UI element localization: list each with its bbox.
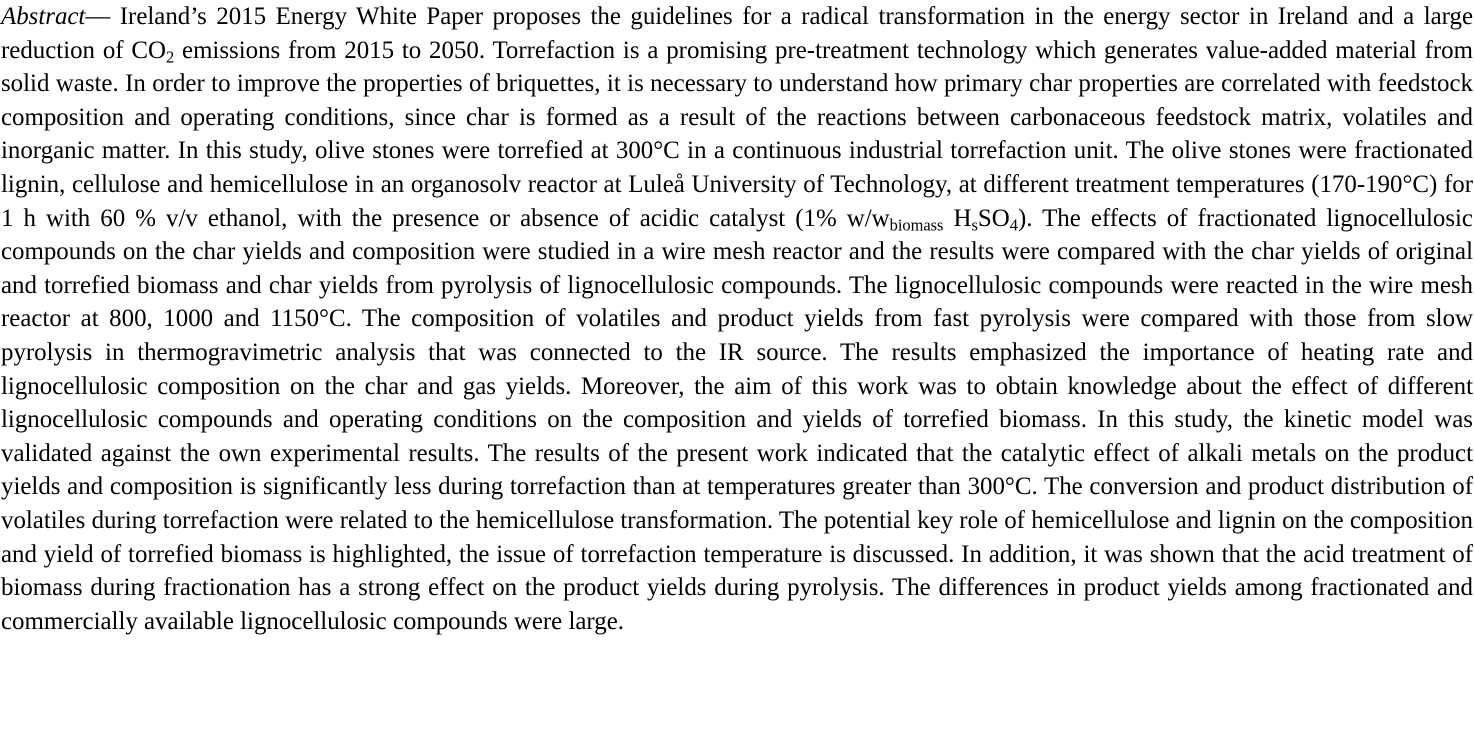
biomass-subscript: biomass (889, 215, 944, 235)
s-subscript: s (971, 215, 978, 235)
abstract-text-1: Ireland’s 2015 Energy White Paper proposes the guidelines for a radical transformation in the energy sector in Ireland and a large reduction of CO (1, 3, 1473, 64)
abstract-text-2: emissions from 2015 to 2050. Torrefaction is a promising pre-treatment technology which generates value-added material from solid waste. In order to improve the properties of briquettes, it is necessary to understand how primary char properties are correlated with feedstock composition and operating conditions, since char is formed as a result of the reactions between carbonaceous feedstock matrix, volatiles and inorganic matter. In this study, olive stones were torrefied at 300°C in a continuous industrial torrefaction unit. The olive stones were fractionated lignin, cellulose and hemicellulose in an organosolv reactor at Luleå University of Technology, at different treatment temperatures (170-190°C) for 1 h with 60 % v/v ethanol, with the presence or absence of acidic catalyst (1% w/w (1, 36, 1473, 232)
so4-subscript: 4 (1009, 215, 1018, 235)
abstract-text-4: SO (977, 204, 1010, 232)
abstract-label: Abstract (1, 3, 86, 30)
abstract-text-3: H (943, 204, 972, 232)
abstract-dash: — (85, 3, 120, 30)
co2-subscript: 2 (165, 47, 175, 67)
abstract-paragraph (1, 0, 1473, 638)
abstract-text-5: ). The effects of fractionated lignocellulosic compounds on the char yields and composition were studied in a wire mesh reactor and the results were compared with the char yields of original and torrefied biomass and char yields from pyrolysis of lignocellulosic compounds. The lignocellulosic compounds were reacted in the wire mesh reactor at 800, 1000 and 1150°C. The composition of volatiles and product yields from fast pyrolysis were compared with those from slow pyrolysis in thermogravimetric analysis that was connected to the IR source. The results emphasized the importance of heating rate and lignocellulosic composition on the char and gas yields. Moreover, the aim of this work was to obtain knowledge about the effect of different lignocellulosic compounds and operating conditions on the composition and yields of torrefied biomass. In this study, the kinetic model was validated against the own experimental results. The results of the present work indicated that the catalytic effect of alkali metals on the product yields and composition is significantly less during torrefaction than at temperatures greater than 300°C. The conversion and product distribution of volatiles during torrefaction were related to the hemicellulose transformation. The potential key role of hemicellulose and lignin on the composition and yield of torrefied biomass is highlighted, the issue of torrefaction temperature is discussed. In addition, it was shown that the acid treatment of biomass during fractionation has a strong effect on the product yields during pyrolysis. The differences in product yields among fractionated and commercially available lignocellulosic compounds were large. (1, 204, 1473, 635)
